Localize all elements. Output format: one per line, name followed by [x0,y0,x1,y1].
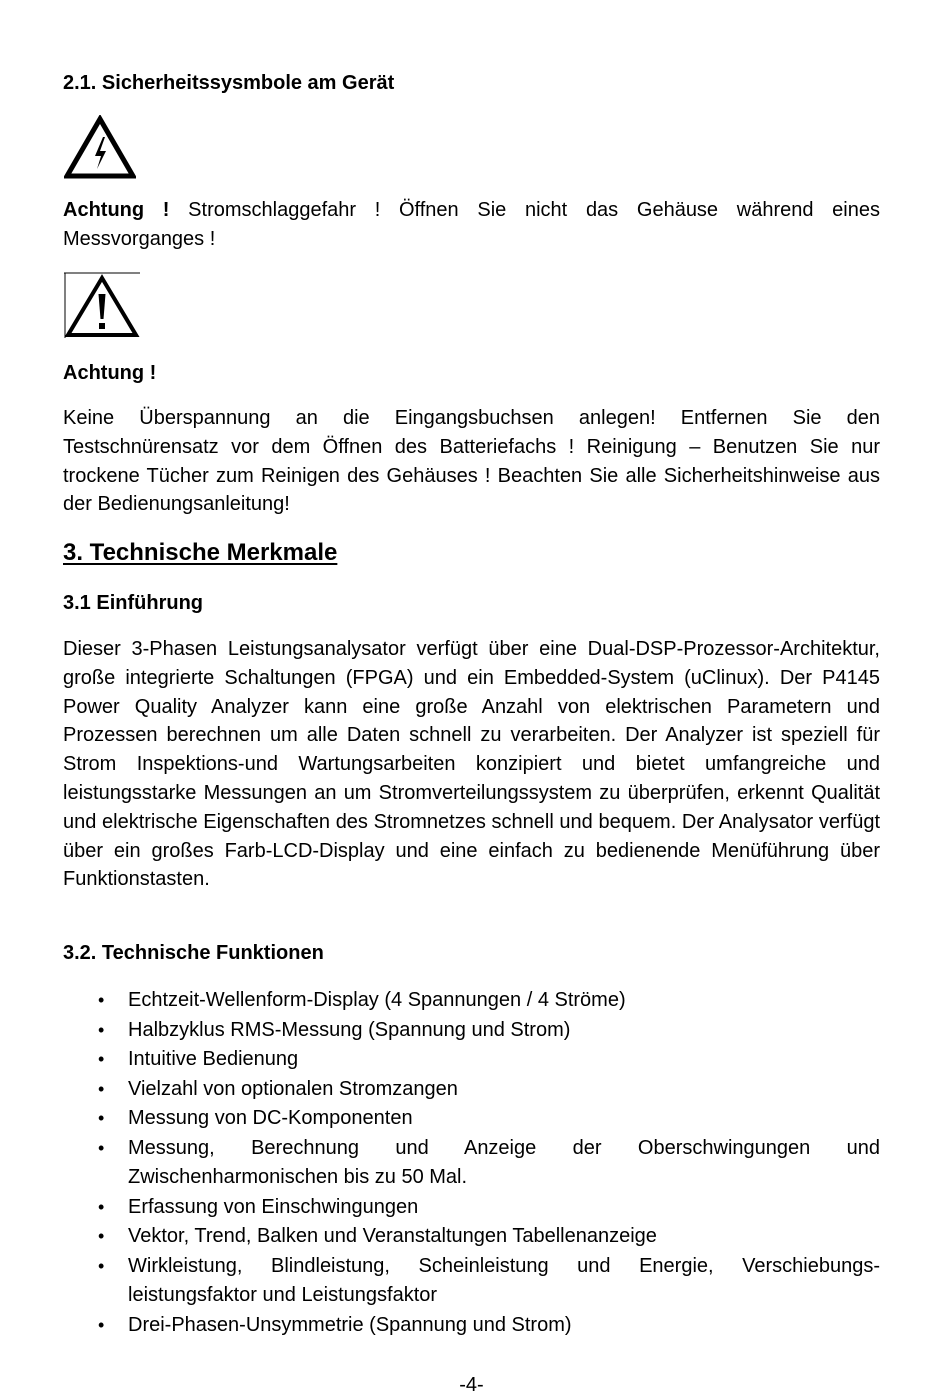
list-item: • Messung von DC-Komponenten [63,1104,880,1134]
bullet-dot: • [98,1314,105,1335]
bullet-dot: • [98,1019,105,1040]
bullet-dot: • [98,1049,105,1069]
document-page [63,0,880,1397]
list-item: • Intuitive Bedienung [63,1045,880,1075]
features-list [63,986,880,1340]
bullet-dot: • [98,1078,105,1099]
list-item: • Vielzahl von optionalen Stromzangen [63,1075,880,1105]
list-item: • Drei-Phasen-Unsymmetrie (Spannung und Strom) [63,1311,880,1341]
bullet-dot: • [98,1108,105,1128]
section-3-2-heading: 3.2. Technische Funktionen [63,942,324,964]
list-item: • Echtzeit-Wellenform-Display (4 Spannungen / 4 Ströme) [63,986,880,1016]
general-warning-icon [64,272,140,338]
list-item: • Vektor, Trend, Balken und Veranstaltungen Tabellenanzeige [63,1222,880,1252]
bullet-dot: • [98,1226,105,1246]
warning-1-text: Stromschlaggefahr ! Öffnen Sie nicht das Gehäuse während eines Messvorganges ! [63,199,880,250]
warning-2-label: Achtung ! [63,362,157,384]
bullet-dot: • [98,1255,105,1276]
warning-1-label: Achtung ! [63,199,170,221]
section-3-1-text: Dieser 3-Phasen Leistungsanalysator verfügt über eine Dual-DSP-Prozessor-Architektur, große integrierte Schaltungen (FPGA) und ein Embedded-System (uClinux). Der P4145 Power Quality Analyzer kann eine große Anzahl von elektrischen Parametern und Prozessen berechnen um alle Daten schnell zu verarbeiten. Der Analyzer ist speziell für Strom Inspektions-und Wartungsarbeiten konzipiert und bietet umfangreiche und leistungsstarke Messungen an um Stromverteilungssystem zu überprüfen, erkennt Qualität und elektrische Eigenschaften des Stromnetzes schnell und bequem. Der Analysator verfügt über ein großes Farb-LCD-Display und eine einfach zu bedienende Menüführung über Funktionstasten. [63,638,880,891]
section-2-1-heading: 2.1. Sicherheitssysmbole am Gerät [63,72,395,94]
bullet-dot: • [98,1196,105,1217]
list-item: • Erfassung von Einschwingungen [63,1193,880,1223]
high-voltage-warning-icon [64,115,136,179]
section-3-1-heading: 3.1 Einführung [63,592,203,614]
warning-1-paragraph [63,196,880,254]
list-item: • Halbzyklus RMS-Messung (Spannung und Strom) [63,1016,880,1046]
bullet-dot: • [98,990,105,1010]
page-number: -4- [459,1374,484,1396]
warning-2-text: Keine Überspannung an die Eingangsbuchsen anlegen! Entfernen Sie den Testschnürensatz vor dem Öffnen des Batteriefachs ! Reinigung – Benutzen Sie nur trockene Tücher zum Reinigen des Gehäuses ! Beachten Sie alle Sicherheitshinweise aus der Bedienungsanleitung! [63,407,880,516]
bullet-dot: • [98,1137,105,1158]
section-3-heading: 3. Technische Merkmale [63,539,338,566]
list-item: • Wirkleistung, Blindleistung, Scheinleistung und Energie, Verschiebungs-leistungsfaktor und Leistungsfaktor [63,1252,880,1311]
list-item: • Messung, Berechnung und Anzeige der Oberschwingungen und Zwischenharmonischen bis zu 50 Mal. [63,1134,880,1193]
